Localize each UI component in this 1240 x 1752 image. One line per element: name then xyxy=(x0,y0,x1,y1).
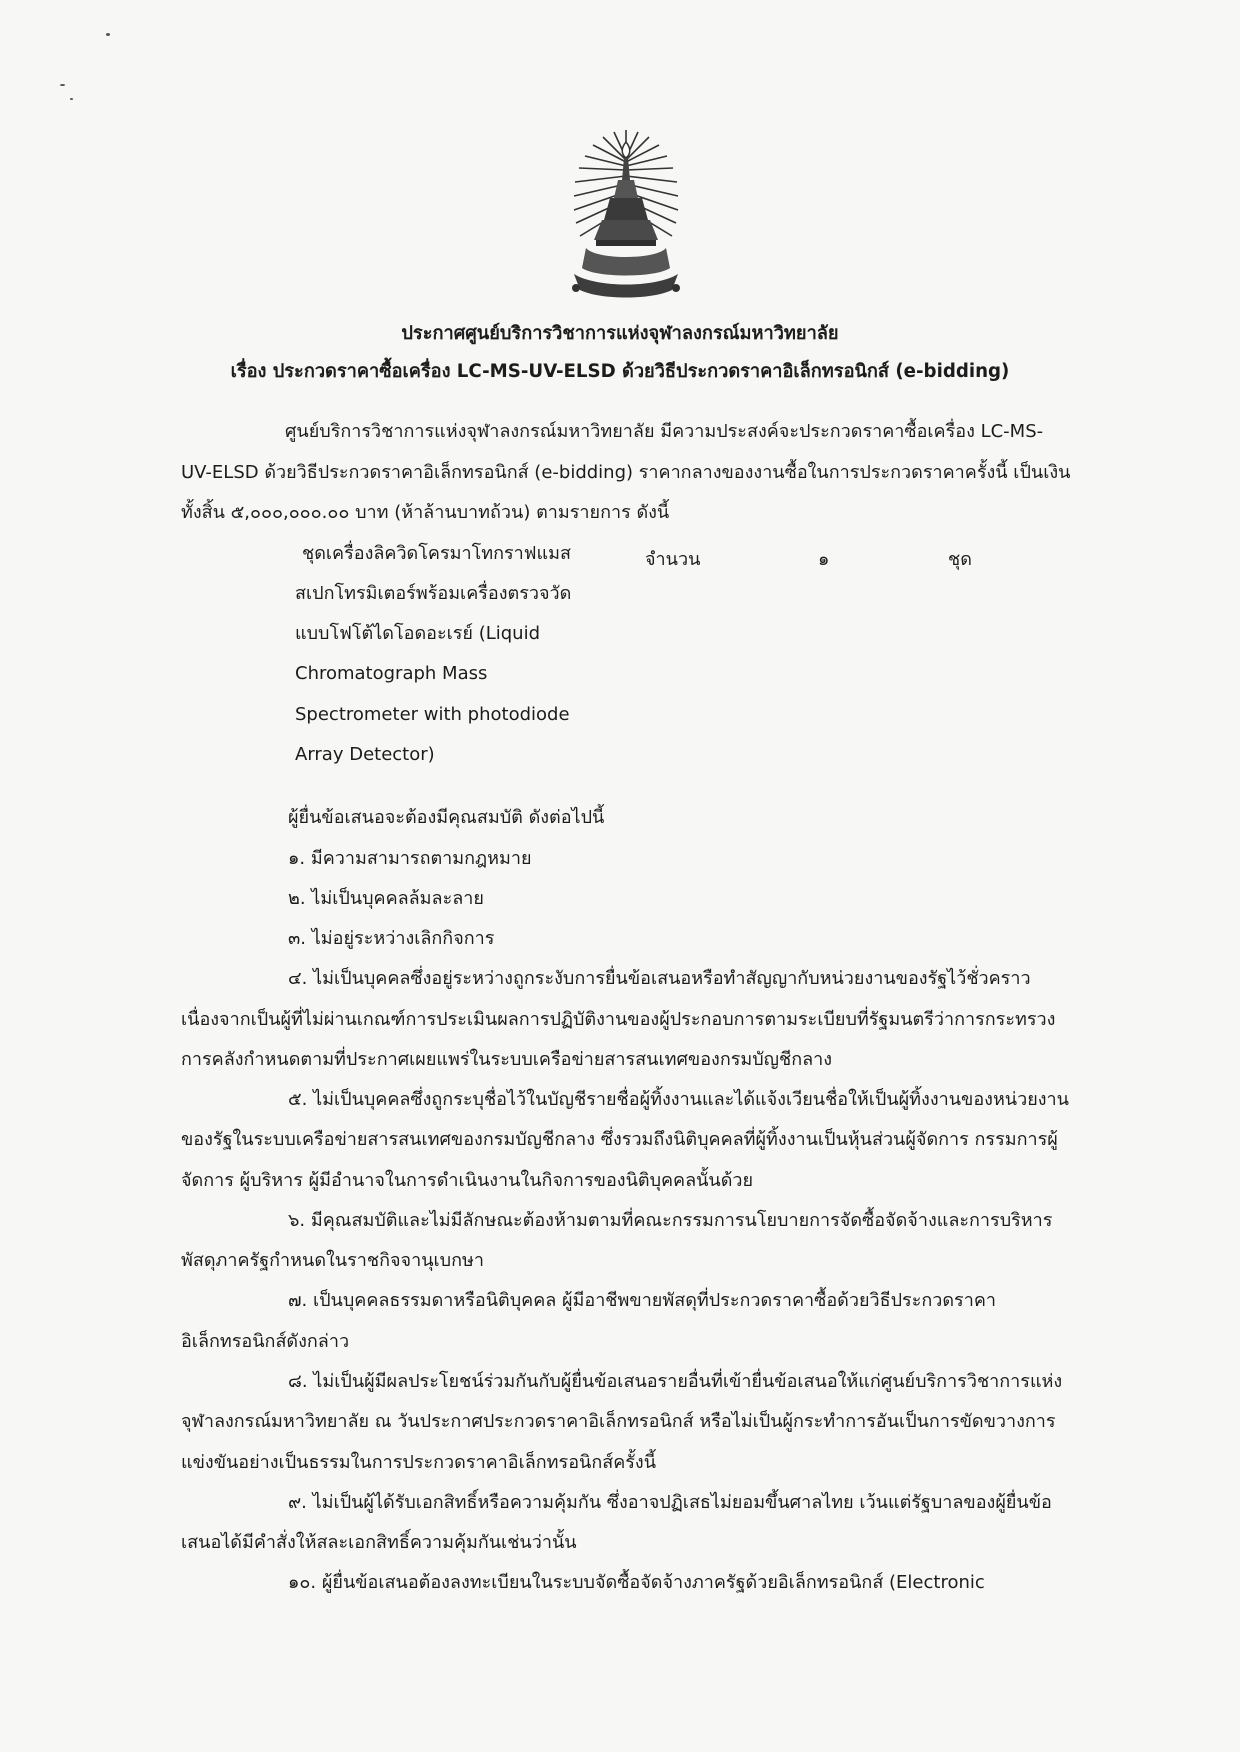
item-name-line: แบบโฟโต้ไดโอดอะเรย์ (Liquid xyxy=(295,623,541,644)
item-unit: ชุด xyxy=(948,549,972,570)
scan-speck xyxy=(106,33,110,36)
qualification-line: แข่งขันอย่างเป็นธรรมในการประกวดราคาอิเล็กทรอนิกส์ครั้งนี้ xyxy=(181,1452,657,1473)
intro-line: ศูนย์บริการวิชาการแห่งจุฬาลงกรณ์มหาวิทยาลัย มีความประสงค์จะประกวดราคาซื้อเครื่อง LC-MS- xyxy=(285,421,1044,442)
qualification-line: ๔. ไม่เป็นบุคคลซึ่งอยู่ระหว่างถูกระงับการยื่นข้อเสนอหรือทำสัญญากับหน่วยงานของรัฐไว้ชั่วคราว xyxy=(288,968,1031,989)
qualification-line: เนื่องจากเป็นผู้ที่ไม่ผ่านเกณฑ์การประเมินผลการปฏิบัติงานของผู้ประกอบการตามระเบียบที่รัฐมนตรีว่าการกระทรวง xyxy=(181,1009,1056,1030)
announcement-subject: เรื่อง ประกวดราคาซื้อเครื่อง LC-MS-UV-ELSD ด้วยวิธีประกวดราคาอิเล็กทรอนิกส์ (e-bidding) xyxy=(230,361,1010,382)
announcement-title: ประกาศศูนย์บริการวิชาการแห่งจุฬาลงกรณ์มหาวิทยาลัย xyxy=(401,323,839,344)
qualification-line: พัสดุภาครัฐกำหนดในราชกิจจานุเบกษา xyxy=(181,1250,484,1271)
scan-speck xyxy=(70,98,73,100)
qualification-line: เสนอได้มีคำสั่งให้สละเอกสิทธิ์ความคุ้มกันเช่นว่านั้น xyxy=(181,1532,577,1553)
item-name-line: Chromatograph Mass xyxy=(295,663,488,684)
qualification-line: ๖. มีคุณสมบัติและไม่มีลักษณะต้องห้ามตามที่คณะกรรมการนโยบายการจัดซื้อจัดจ้างและการบริหาร xyxy=(288,1210,1053,1231)
item-name-line: Array Detector) xyxy=(295,744,435,765)
item-name-line: ชุดเครื่องลิควิดโครมาโทกราฟแมส xyxy=(302,543,571,564)
item-quantity: ๑ xyxy=(818,549,830,570)
item-name-line: สเปกโทรมิเตอร์พร้อมเครื่องตรวจวัด xyxy=(295,583,572,604)
scan-speck xyxy=(60,84,65,86)
qualification-line: ๙. ไม่เป็นผู้ได้รับเอกสิทธิ์หรือความคุ้มกัน ซึ่งอาจปฏิเสธไม่ยอมขึ้นศาลไทย เว้นแต่รัฐบาลของผู้ยื่นข้อ xyxy=(288,1492,1052,1513)
qualification-line: ๑. มีความสามารถตามกฎหมาย xyxy=(288,848,532,869)
item-name-line: Spectrometer with photodiode xyxy=(295,704,570,725)
qualification-line: ๑๐. ผู้ยื่นข้อเสนอต้องลงทะเบียนในระบบจัดซื้อจัดจ้างภาครัฐด้วยอิเล็กทรอนิกส์ (Electronic xyxy=(288,1572,985,1593)
qualification-line: อิเล็กทรอนิกส์ดังกล่าว xyxy=(181,1331,350,1352)
qualification-line: ๓. ไม่อยู่ระหว่างเลิกกิจการ xyxy=(288,928,495,949)
qualification-line: ๕. ไม่เป็นบุคคลซึ่งถูกระบุชื่อไว้ในบัญชีรายชื่อผู้ทิ้งงานและได้แจ้งเวียนชื่อให้เป็นผู้ทิ้งงานของหน่วยงาน xyxy=(288,1089,1069,1110)
qualification-line: ๗. เป็นบุคคลธรรมดาหรือนิติบุคคล ผู้มีอาชีพขายพัสดุที่ประกวดราคาซื้อด้วยวิธีประกวดราคา xyxy=(288,1290,996,1311)
qualification-line: จุฬาลงกรณ์มหาวิทยาลัย ณ วันประกาศประกวดราคาอิเล็กทรอนิกส์ หรือไม่เป็นผู้กระทำการอันเป็นการขัดขวางการ xyxy=(181,1411,1056,1432)
qualification-line: จัดการ ผู้บริหาร ผู้มีอำนาจในการดำเนินงานในกิจการของนิติบุคคลนั้นด้วย xyxy=(181,1170,754,1191)
item-quantity-label: จำนวน xyxy=(645,549,701,570)
qualification-line: การคลังกำหนดตามที่ประกาศเผยแพร่ในระบบเครือข่ายสารสนเทศของกรมบัญชีกลาง xyxy=(181,1049,833,1070)
intro-line: ทั้งสิ้น ๕,๐๐๐,๐๐๐.๐๐ บาท (ห้าล้านบาทถ้วน) ตามรายการ ดังนี้ xyxy=(181,502,670,523)
intro-line: UV-ELSD ด้วยวิธีประกวดราคาอิเล็กทรอนิกส์ (e-bidding) ราคากลางของงานซื้อในการประกวดราคาครั้งนี้ เป็นเงิน xyxy=(181,462,1071,483)
qualification-line: ของรัฐในระบบเครือข่ายสารสนเทศของกรมบัญชีกลาง ซึ่งรวมถึงนิติบุคคลที่ผู้ทิ้งงานเป็นหุ้นส่วนผู้จัดการ กรรมการผู้ xyxy=(181,1129,1058,1150)
qualifications-heading: ผู้ยื่นข้อเสนอจะต้องมีคุณสมบัติ ดังต่อไปนี้ xyxy=(288,807,605,828)
qualification-line: ๘. ไม่เป็นผู้มีผลประโยชน์ร่วมกันกับผู้ยื่นข้อเสนอรายอื่นที่เข้ายื่นข้อเสนอให้แก่ศูนย์บริการวิชาการแห่ง xyxy=(288,1371,1063,1392)
university-emblem-icon xyxy=(566,128,686,308)
qualification-line: ๒. ไม่เป็นบุคคลล้มละลาย xyxy=(288,888,484,909)
